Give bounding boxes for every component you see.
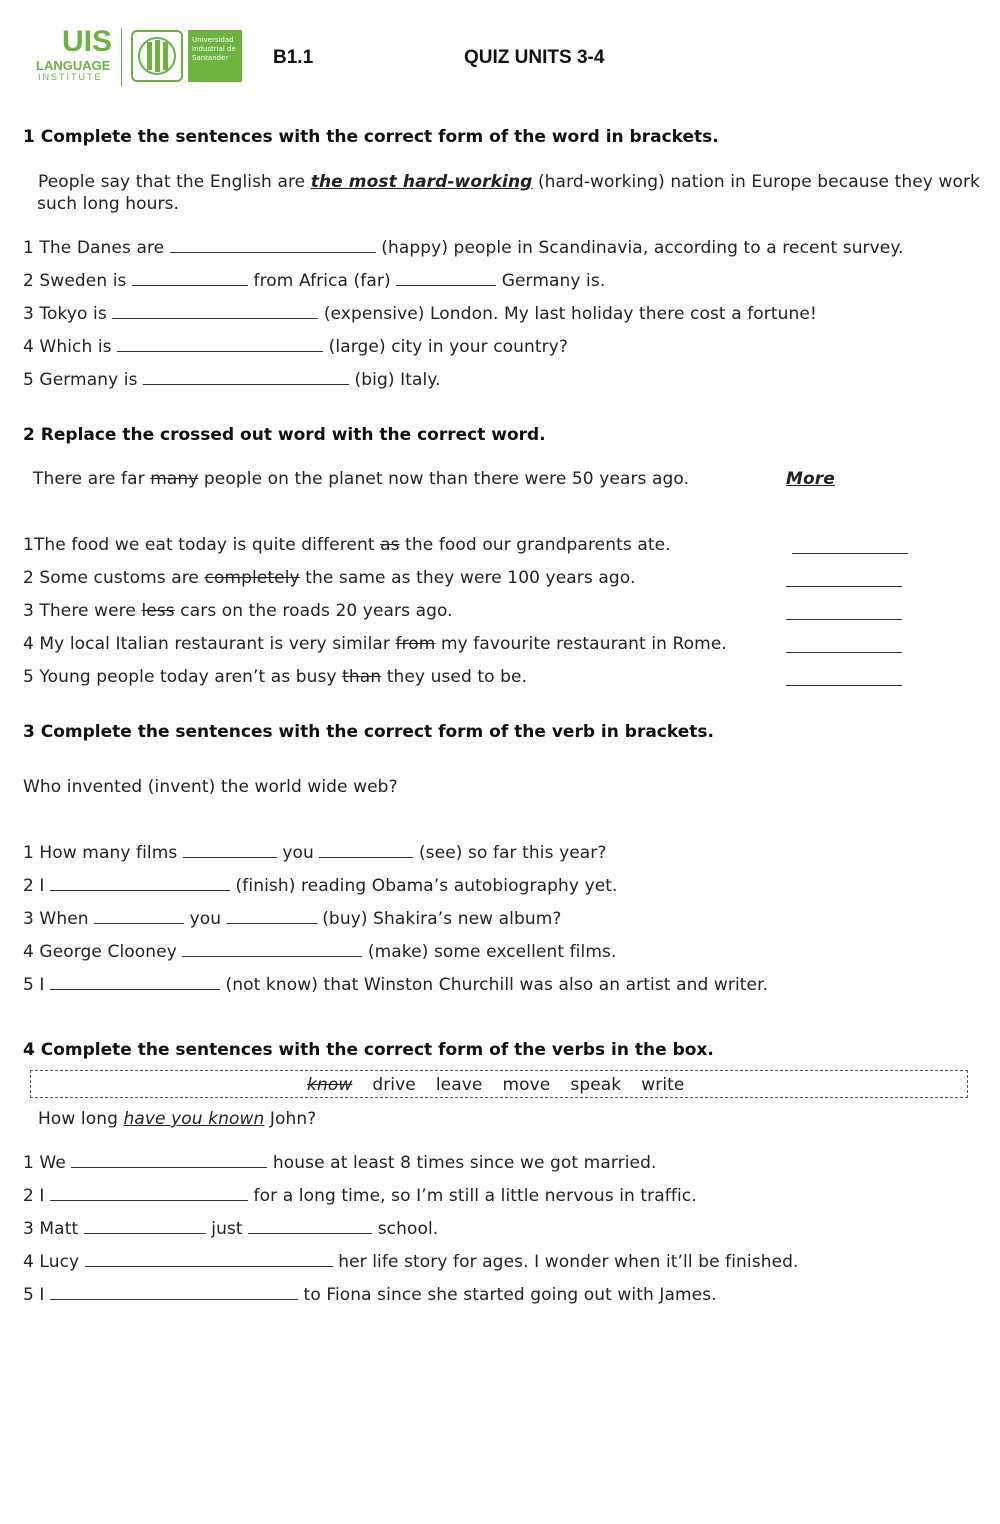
answer-blank[interactable] [85, 1252, 333, 1267]
s2-item-1-text-b: the food our grandparents ate. [399, 535, 671, 555]
answer-blank[interactable] [227, 909, 317, 924]
answer-blank[interactable] [183, 843, 277, 858]
answer-blank[interactable] [94, 909, 184, 924]
s2-item-4-text-b: my favourite restaurant in Rome. [435, 634, 727, 654]
s2-item-4-text-a: 4 My local Italian restaurant is very similar [23, 634, 396, 654]
s3-item-1 [23, 843, 607, 863]
answer-blank[interactable] [50, 975, 220, 990]
s4-example-answer: have you known [123, 1109, 265, 1129]
s2-item-2-text-b: the same as they were 100 years ago. [299, 568, 636, 588]
s3-item-3 [23, 909, 562, 929]
answer-blank[interactable] [786, 585, 902, 587]
logo-language-text: LANGUAGE [36, 58, 111, 73]
verb-box-words [307, 1075, 685, 1095]
s4-item-3-text-a: 3 Matt [23, 1219, 84, 1239]
answer-blank[interactable] [786, 684, 902, 686]
answer-blank[interactable] [143, 370, 349, 385]
logo-institute-text: INSTITUTE [38, 72, 103, 82]
page-title: QUIZ UNITS 3-4 [464, 47, 605, 68]
s2-item-2-text-a: 2 Some customs are [23, 568, 205, 588]
s3-item-4-text-b: (make) some excellent films. [362, 942, 617, 962]
s2-item-1-text-a: 1The food we eat today is quite different [23, 535, 381, 555]
s2-item-3-text-b: cars on the roads 20 years ago. [174, 601, 453, 621]
uis-seal-text-box [188, 30, 242, 82]
verb-box-word: speak [570, 1075, 622, 1095]
s4-item-1-text-a: 1 We [23, 1153, 72, 1173]
s2-item-4-crossed: from [395, 634, 436, 654]
s1-item-3 [23, 304, 817, 324]
answer-blank[interactable] [50, 1186, 248, 1201]
s4-item-4-text-b: her life story for ages. I wonder when it’ll be finished. [332, 1252, 799, 1272]
s3-item-2-text-a: 2 I [23, 876, 51, 896]
answer-blank[interactable] [182, 942, 362, 957]
s1-item-4-text-b: (large) city in your country? [323, 337, 569, 357]
answer-blank[interactable] [170, 238, 376, 253]
s3-item-4 [23, 942, 616, 962]
s4-item-5 [23, 1285, 717, 1305]
s1-item-5-text-a: 5 Germany is [23, 370, 144, 390]
s3-item-3-text-a: 3 When [23, 909, 95, 929]
s1-item-1-text-a: 1 The Danes are [23, 238, 170, 258]
s4-example-post: John? [264, 1109, 317, 1129]
section1-example-line2: such long hours. [37, 194, 180, 214]
section4-heading: 4 Complete the sentences with the correct form of the verbs in the box. [23, 1040, 714, 1060]
s1-item-5-text-b: (big) Italy. [349, 370, 441, 390]
s3-item-3-text-b: you [184, 909, 227, 929]
section4-example [38, 1109, 316, 1129]
s2-example-answer: More [786, 469, 835, 489]
s2-item-3 [23, 601, 453, 621]
s1-example-post: (hard-working) nation in Europe because they work [532, 172, 981, 192]
answer-blank[interactable] [117, 337, 323, 352]
s2-item-2 [23, 568, 635, 588]
answer-blank[interactable] [786, 618, 902, 620]
answer-blank[interactable] [792, 552, 908, 554]
s2-item-3-crossed: less [141, 601, 175, 621]
answer-blank[interactable] [71, 1153, 267, 1168]
s1-item-1 [23, 238, 904, 258]
s1-item-4-text-a: 4 Which is [23, 337, 118, 357]
s3-item-2 [23, 876, 618, 896]
s4-item-1 [23, 1153, 657, 1173]
level-label: B1.1 [273, 47, 314, 68]
s3-item-1-text-c: (see) so far this year? [413, 843, 607, 863]
s1-item-1-text-b: (happy) people in Scandinavia, according to a recent survey. [375, 238, 904, 258]
logo-uis-text: UIS [62, 25, 113, 58]
answer-blank[interactable] [112, 304, 318, 319]
s1-item-2-text-a: 2 Sweden is [23, 271, 132, 291]
seal-line-2: Industrial de [192, 45, 236, 53]
s2-item-4 [23, 634, 727, 654]
s2-item-1 [23, 535, 671, 555]
s2-item-1-crossed: as [380, 535, 400, 555]
s3-item-3-text-c: (buy) Shakira’s new album? [316, 909, 562, 929]
uis-seal-icon [131, 30, 183, 82]
s3-item-4-text-a: 4 George Clooney [23, 942, 183, 962]
section3-example: Who invented (invent) the world wide web? [23, 777, 398, 797]
s4-item-5-text-b: to Fiona since she started going out with James. [298, 1285, 717, 1305]
s1-item-2 [23, 271, 605, 291]
s2-item-5-text-a: 5 Young people today aren’t as busy [23, 667, 343, 687]
s1-example-pre: People say that the English are [38, 172, 311, 192]
s1-item-5 [23, 370, 441, 390]
section3-heading: 3 Complete the sentences with the correct form of the verb in brackets. [23, 722, 714, 742]
seal-line-1: Universidad [192, 36, 234, 44]
uis-logo [36, 26, 120, 86]
s1-item-3-text-b: (expensive) London. My last holiday there cost a fortune! [318, 304, 817, 324]
answer-blank[interactable] [786, 651, 902, 653]
logo-divider [121, 28, 122, 86]
answer-blank[interactable] [396, 271, 496, 286]
seal-line-3: Santander [192, 54, 229, 62]
s4-item-3-text-b: just [205, 1219, 249, 1239]
s4-item-2 [23, 1186, 697, 1206]
section1-example [38, 172, 980, 192]
s2-item-5 [23, 667, 527, 687]
s3-item-1-text-a: 1 How many films [23, 843, 183, 863]
s3-item-1-text-b: you [276, 843, 320, 863]
s4-item-3 [23, 1219, 438, 1239]
verb-box-word: drive [372, 1075, 416, 1095]
s2-item-2-crossed: completely [204, 568, 300, 588]
answer-blank[interactable] [50, 876, 230, 891]
s2-example-post: people on the planet now than there were 50 years ago. [198, 469, 690, 489]
section2-heading: 2 Replace the crossed out word with the correct word. [23, 425, 546, 445]
answer-blank[interactable] [132, 271, 248, 286]
section1-heading: 1 Complete the sentences with the correct form of the word in brackets. [23, 127, 719, 147]
answer-blank[interactable] [50, 1285, 298, 1300]
s4-item-2-text-b: for a long time, so I’m still a little nervous in traffic. [248, 1186, 697, 1206]
s2-item-5-crossed: than [342, 667, 382, 687]
s1-item-4 [23, 337, 568, 357]
s1-item-2-text-b: from Africa (far) [248, 271, 397, 291]
s1-item-2-text-c: Germany is. [496, 271, 606, 291]
verb-box-word: write [641, 1075, 685, 1095]
s4-item-2-text-a: 2 I [23, 1186, 51, 1206]
section2-example [33, 469, 689, 489]
s3-item-5-text-a: 5 I [23, 975, 51, 995]
verb-box-word: move [502, 1075, 551, 1095]
s3-item-5-text-b: (not know) that Winston Churchill was also an artist and writer. [220, 975, 769, 995]
s4-item-4 [23, 1252, 799, 1272]
answer-blank[interactable] [248, 1219, 372, 1234]
s4-item-4-text-a: 4 Lucy [23, 1252, 85, 1272]
s2-example-pre: There are far [33, 469, 151, 489]
verb-box-crossed-word: know [307, 1075, 353, 1095]
s2-item-3-text-a: 3 There were [23, 601, 142, 621]
s3-item-5 [23, 975, 768, 995]
s4-item-5-text-a: 5 I [23, 1285, 51, 1305]
s1-example-answer: the most hard-working [310, 172, 533, 192]
s3-item-2-text-b: (finish) reading Obama’s autobiography yet. [230, 876, 618, 896]
s2-example-crossed: many [150, 469, 199, 489]
answer-blank[interactable] [84, 1219, 206, 1234]
s2-item-5-text-b: they used to be. [381, 667, 528, 687]
s4-item-3-text-c: school. [372, 1219, 439, 1239]
verb-box-word: leave [435, 1075, 483, 1095]
s4-example-pre: How long [38, 1109, 124, 1129]
answer-blank[interactable] [319, 843, 413, 858]
s4-item-1-text-b: house at least 8 times since we got married. [267, 1153, 657, 1173]
s1-item-3-text-a: 3 Tokyo is [23, 304, 113, 324]
